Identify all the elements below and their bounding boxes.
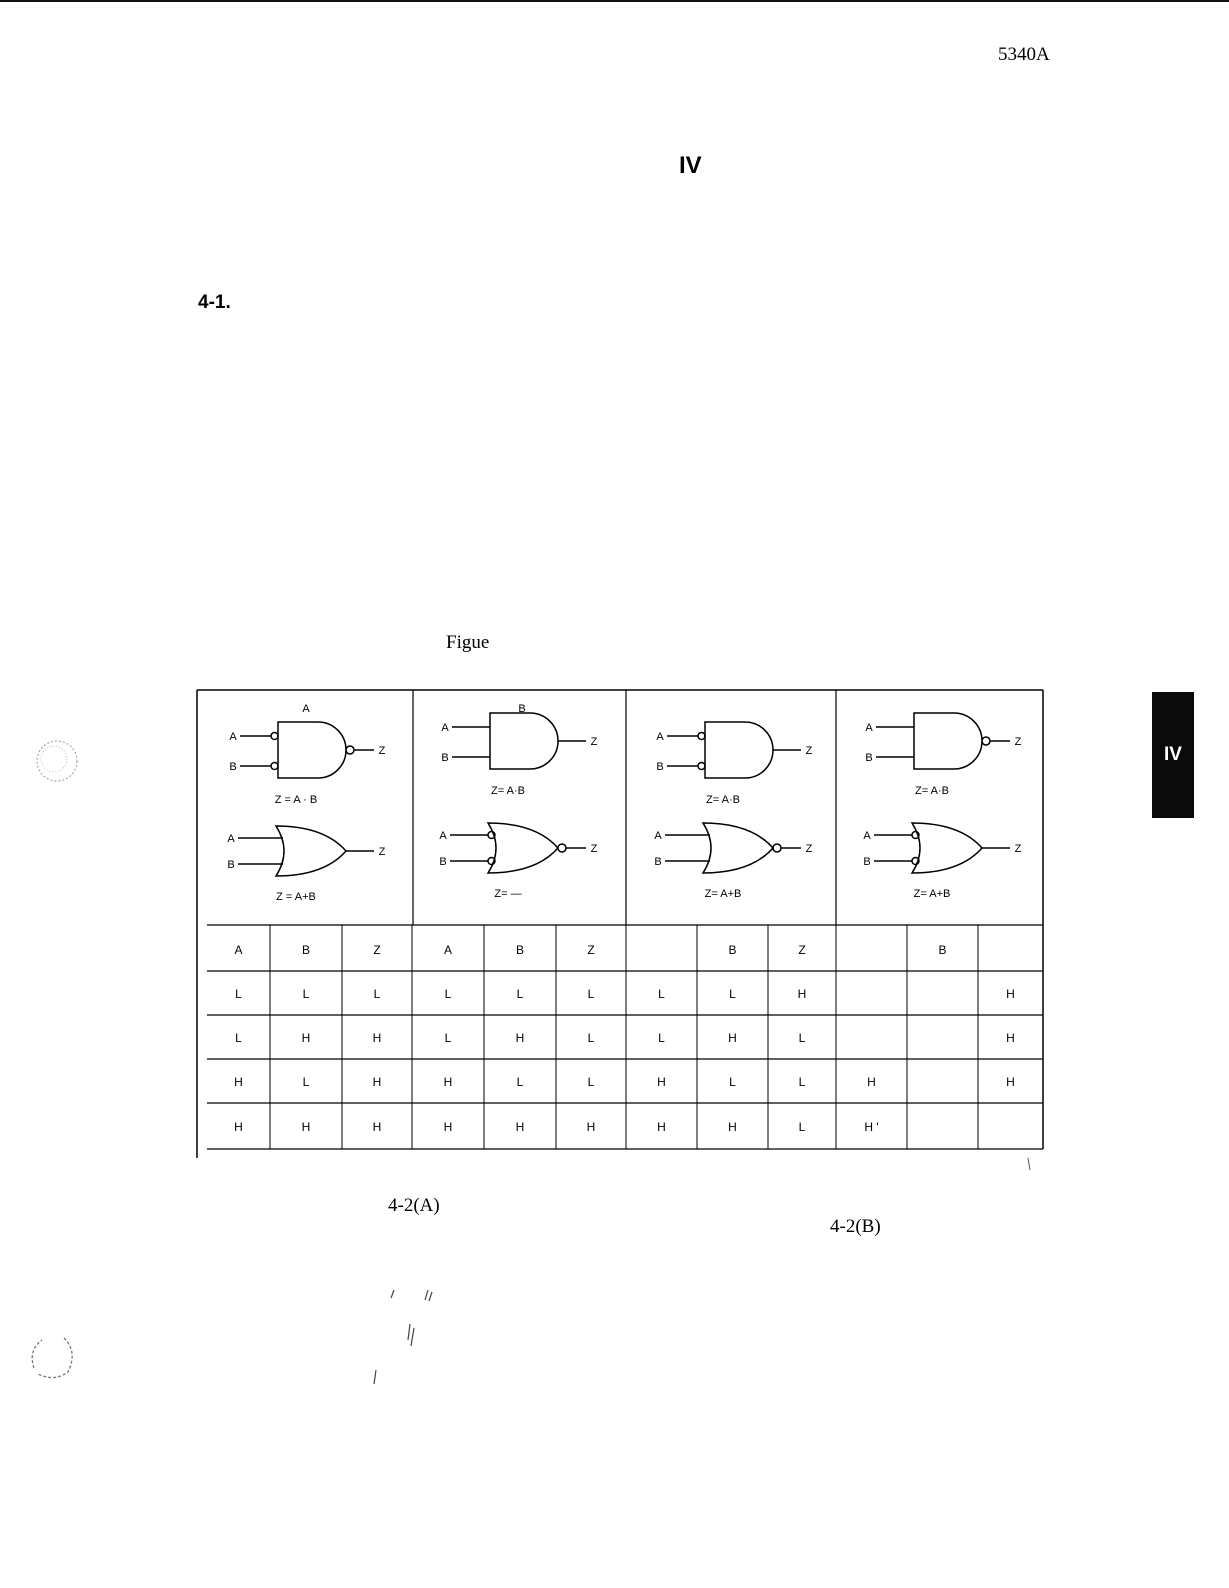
pin-b-label: B (863, 856, 871, 868)
figure-caption-fragment: Figue (446, 632, 490, 653)
table-cell: H (234, 1075, 243, 1089)
table-header-cell: B (301, 943, 311, 957)
table-cell: L (444, 1031, 452, 1045)
table-cell: H (657, 1120, 666, 1134)
table-cell: L (658, 1031, 665, 1045)
inversion-bubble (271, 763, 278, 770)
inversion-bubble (488, 858, 495, 865)
pin-z-label: Z (1014, 736, 1022, 748)
or-gate-symbol (912, 823, 982, 873)
table-header-cell: B (938, 943, 947, 957)
pin-b-label: B (229, 761, 237, 773)
or-gate-symbol (276, 826, 346, 876)
inversion-bubble (773, 844, 781, 852)
table-cell: H (443, 1075, 453, 1089)
pin-a-label: A (229, 731, 237, 743)
and-gate-equation: Z= A·B (706, 794, 740, 806)
panel-top-label: B (518, 703, 526, 715)
pin-z-label: Z (378, 846, 386, 858)
and-gate-equation: Z = A · B (274, 794, 318, 806)
pin-z-label: Z (805, 843, 813, 855)
pin-a-label: A (654, 830, 662, 842)
section-tab (1152, 692, 1194, 818)
pin-a-label: A (441, 722, 449, 734)
table-cell: H (867, 1075, 876, 1089)
table-cell: H (1006, 1075, 1015, 1089)
pin-b-label: B (441, 752, 449, 764)
inversion-bubble (271, 733, 278, 740)
table-cell: H (372, 1120, 382, 1134)
or-gate-equation: Z= A+B (704, 888, 742, 900)
pin-a-label: A (227, 833, 235, 845)
pin-z-label: Z (590, 843, 598, 855)
table-cell: H (728, 1031, 737, 1045)
table-cell: L (444, 987, 452, 1001)
table-cell: H (586, 1120, 596, 1134)
table-cell: H (234, 1120, 243, 1134)
table-header-cell: B (515, 943, 525, 957)
inversion-bubble (346, 746, 354, 754)
table-header-cell: B (728, 943, 737, 957)
table-cell: L (798, 1075, 806, 1089)
or-gate-symbol (488, 823, 558, 873)
table-cell: L (302, 987, 310, 1001)
table-cell: L (235, 1031, 242, 1045)
table-cell: L (658, 987, 665, 1001)
paragraph-number: 4-1. (198, 292, 231, 313)
pin-b-label: B (865, 752, 873, 764)
table-cell: H (372, 1031, 382, 1045)
table-cell: L (235, 987, 242, 1001)
binder-hole-mark (30, 736, 84, 786)
or-gate-symbol (703, 823, 773, 873)
or-gate-equation: Z= — (494, 888, 522, 900)
pin-z-label: Z (1014, 843, 1022, 855)
inversion-bubble (698, 763, 705, 770)
top-rule (0, 0, 1229, 2)
inversion-bubble (488, 832, 495, 839)
pin-a-label: A (439, 830, 447, 842)
and-gate-equation: Z= A·B (491, 785, 525, 797)
table-cell: H (515, 1120, 525, 1134)
pin-a-label: A (865, 722, 873, 734)
pin-a-label: A (656, 731, 664, 743)
table-header-cell: Z (798, 943, 806, 957)
table-cell: L (587, 987, 595, 1001)
table-cell: H (372, 1075, 382, 1089)
table-cell: H (728, 1120, 737, 1134)
table-header-cell: Z (587, 943, 595, 957)
table-cell: H ' (864, 1120, 879, 1134)
table-cell: H (657, 1075, 666, 1089)
pin-b-label: B (439, 856, 447, 868)
table-cell: L (729, 1075, 736, 1089)
inversion-bubble (558, 844, 566, 852)
pin-z-label: Z (590, 736, 598, 748)
table-header-cell: A (443, 943, 453, 957)
section-tab-label: IV (1164, 744, 1182, 765)
table-cell: L (798, 1120, 806, 1134)
and-gate-symbol (705, 722, 773, 778)
table-cell: H (443, 1120, 453, 1134)
figure-reference-a: 4-2(A) (388, 1195, 440, 1216)
table-cell: H (301, 1031, 311, 1045)
table-cell: H (797, 987, 807, 1001)
table-header-cell: A (234, 943, 243, 957)
pin-z-label: Z (805, 745, 813, 757)
inversion-bubble (912, 858, 919, 865)
section-title: IV (679, 152, 702, 179)
stray-pen-marks (370, 1284, 440, 1390)
table-cell: L (516, 987, 524, 1001)
table-cell: L (729, 987, 736, 1001)
pin-b-label: B (656, 761, 664, 773)
table-cell: H (1006, 987, 1015, 1001)
and-gate-symbol (490, 713, 558, 769)
table-cell: L (587, 1075, 595, 1089)
table-cell: L (798, 1031, 806, 1045)
inversion-bubble (912, 832, 919, 839)
table-header-cell: Z (373, 943, 381, 957)
inversion-bubble (698, 733, 705, 740)
pin-b-label: B (654, 856, 662, 868)
table-cell: L (302, 1075, 310, 1089)
binder-hole-mark (24, 1330, 80, 1382)
table-cell: H (301, 1120, 311, 1134)
table-cell: L (516, 1075, 524, 1089)
pin-b-label: B (227, 859, 235, 871)
pin-a-label: A (863, 830, 871, 842)
and-gate-equation: Z= A·B (915, 785, 949, 797)
model-number: 5340A (998, 44, 1050, 65)
table-cell: L (587, 1031, 595, 1045)
panel-top-label: A (302, 703, 310, 715)
stray-mark (1024, 1156, 1034, 1174)
and-gate-symbol (914, 713, 982, 769)
inversion-bubble (982, 737, 990, 745)
pin-z-label: Z (378, 745, 386, 757)
or-gate-equation: Z = A+B (276, 891, 316, 903)
table-cell: H (515, 1031, 525, 1045)
table-cell: H (1006, 1031, 1015, 1045)
or-gate-equation: Z= A+B (913, 888, 951, 900)
figure-reference-b: 4-2(B) (830, 1216, 881, 1237)
and-gate-symbol (278, 722, 346, 778)
table-cell: L (373, 987, 381, 1001)
